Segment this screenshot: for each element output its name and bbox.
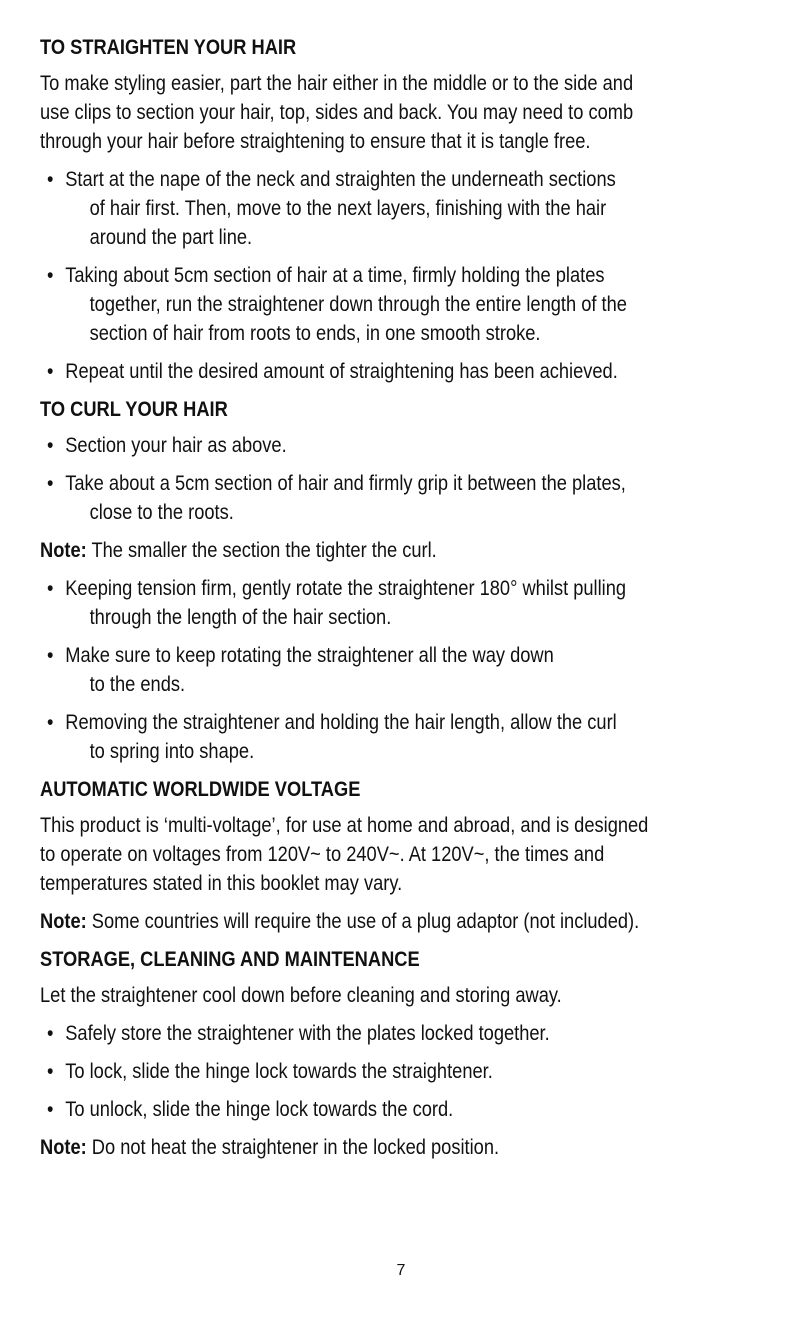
bullet-icon: • xyxy=(46,434,54,457)
text-line: through the length of the hair section. xyxy=(89,606,392,629)
text-line xyxy=(47,1057,802,1086)
list-item xyxy=(40,431,802,460)
list-item xyxy=(40,357,802,386)
text: To lock, slide the hinge lock towards the straightener. xyxy=(65,1060,493,1083)
text: Taking about 5cm section of hair at a time, firmly holding the plates xyxy=(65,264,605,287)
text-line: temperatures stated in this booklet may vary. xyxy=(40,872,403,895)
text-line: To make styling easier, part the hair either in the middle or to the side and xyxy=(40,72,634,95)
list-item xyxy=(40,469,802,527)
curl-note xyxy=(40,536,802,565)
text: Removing the straightener and holding the hair length, allow the curl xyxy=(65,711,617,734)
text-line: through your hair before straightening to ensure that it is tangle free. xyxy=(40,130,591,153)
heading-voltage: AUTOMATIC WORLDWIDE VOLTAGE xyxy=(40,778,361,801)
text-line: to spring into shape. xyxy=(89,740,255,763)
bullet-icon: • xyxy=(46,711,54,734)
bullet-icon: • xyxy=(46,644,54,667)
list-item xyxy=(40,1095,802,1124)
text: Safely store the straightener with the plates locked together. xyxy=(65,1022,550,1045)
list-item xyxy=(40,641,802,699)
text-line: This product is ‘multi-voltage’, for use at home and abroad, and is designed xyxy=(40,814,649,837)
text-line: around the part line. xyxy=(89,226,253,249)
text-line xyxy=(47,641,802,670)
text-line xyxy=(47,431,802,460)
text-line: to operate on voltages from 120V~ to 240V~. At 120V~, the times and xyxy=(40,843,605,866)
text-line xyxy=(47,469,802,498)
text-line xyxy=(47,574,802,603)
note-label: Note: xyxy=(40,539,87,562)
note-text: Do not heat the straightener in the locked position. xyxy=(86,1136,500,1159)
storage-note xyxy=(40,1133,802,1162)
text-line: section of hair from roots to ends, in one smooth stroke. xyxy=(89,322,541,345)
text: Take about a 5cm section of hair and firmly grip it between the plates, xyxy=(65,472,626,495)
list-item xyxy=(40,708,802,766)
bullet-icon: • xyxy=(46,1022,54,1045)
text: Keeping tension firm, gently rotate the straightener 180° whilst pulling xyxy=(65,577,627,600)
text-line xyxy=(47,1095,802,1124)
text-line: use clips to section your hair, top, sides and back. You may need to comb xyxy=(40,101,634,124)
straighten-intro xyxy=(40,69,802,156)
bullet-icon: • xyxy=(46,168,54,191)
text-line xyxy=(47,165,802,194)
text-line xyxy=(47,708,802,737)
text: Make sure to keep rotating the straightener all the way down xyxy=(65,644,554,667)
list-item xyxy=(40,261,802,348)
note-label: Note: xyxy=(40,910,87,933)
bullet-icon: • xyxy=(46,264,54,287)
heading-curl: TO CURL YOUR HAIR xyxy=(40,398,228,421)
bullet-icon: • xyxy=(46,1098,54,1121)
bullet-icon: • xyxy=(46,1060,54,1083)
voltage-paragraph xyxy=(40,811,802,898)
note-text: The smaller the section the tighter the curl. xyxy=(86,539,437,562)
list-item xyxy=(40,1057,802,1086)
text-line: of hair first. Then, move to the next layers, finishing with the hair xyxy=(89,197,607,220)
text-line: close to the roots. xyxy=(89,501,234,524)
text-line: together, run the straightener down through the entire length of the xyxy=(89,293,627,316)
bullet-icon: • xyxy=(46,577,54,600)
voltage-note xyxy=(40,907,802,936)
note-label: Note: xyxy=(40,1136,87,1159)
text-line xyxy=(47,261,802,290)
page-number: 7 xyxy=(396,1262,406,1279)
note-text: Some countries will require the use of a plug adaptor (not included). xyxy=(86,910,640,933)
heading-straighten: TO STRAIGHTEN YOUR HAIR xyxy=(40,36,297,59)
list-item xyxy=(40,574,802,632)
list-item xyxy=(40,1019,802,1048)
list-item xyxy=(40,165,802,252)
text: Section your hair as above. xyxy=(65,434,287,457)
bullet-icon: • xyxy=(46,472,54,495)
text-line: to the ends. xyxy=(89,673,186,696)
text: Repeat until the desired amount of straightening has been achieved. xyxy=(65,360,618,383)
text-line xyxy=(47,357,802,386)
text-line xyxy=(47,1019,802,1048)
text: Start at the nape of the neck and straighten the underneath sections xyxy=(65,168,616,191)
storage-paragraph: Let the straightener cool down before cleaning and storing away. xyxy=(40,984,562,1007)
heading-storage: STORAGE, CLEANING AND MAINTENANCE xyxy=(40,948,420,971)
bullet-icon: • xyxy=(46,360,54,383)
text: To unlock, slide the hinge lock towards the cord. xyxy=(65,1098,454,1121)
